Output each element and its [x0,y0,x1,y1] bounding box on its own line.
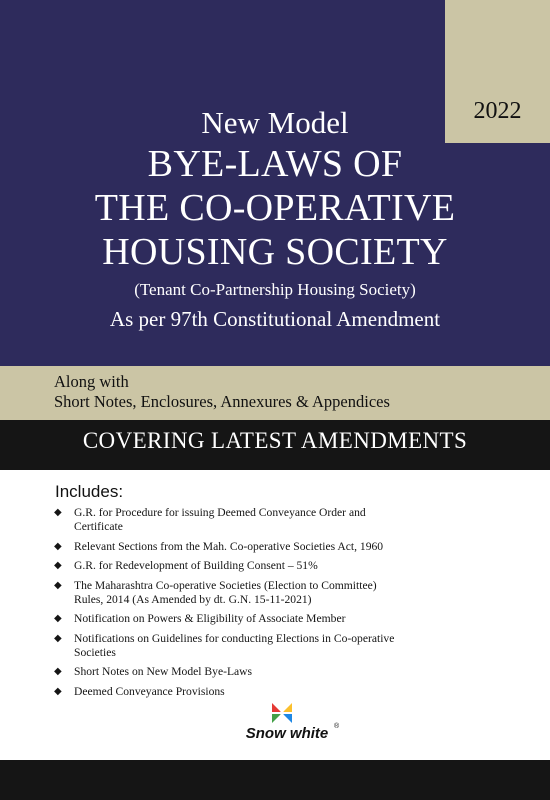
diamond-bullet-icon: ◆ [54,507,62,518]
includes-item [54,685,484,699]
includes-item [54,665,484,679]
registered-mark: ® [334,723,340,730]
diamond-bullet-icon: ◆ [54,579,62,591]
diamond-bullet-icon: ◆ [54,560,62,571]
includes-item [54,559,484,573]
includes-heading: Includes: [55,482,124,501]
logo-petal-green [272,714,281,723]
publisher-name: Snow white [245,725,329,742]
diamond-bullet-icon: ◆ [54,613,62,624]
edition-year: 2022 [473,98,522,124]
includes-item [54,612,484,626]
along-with-line-2: Short Notes, Enclosures, Annexures & Appendices [54,392,390,411]
includes-list [54,506,484,704]
title-line-3: HOUSING SOCIETY [102,231,448,273]
includes-item-line: Short Notes on New Model Bye-Laws [74,665,253,678]
includes-item [54,579,484,607]
includes-item-line: Notifications on Guidelines for conducting Elections in Co-operative [74,631,395,645]
title-lead: New Model [201,105,349,140]
covering-heading: COVERING LATEST AMENDMENTS [82,428,468,453]
includes-item [54,540,484,554]
publisher-logo [232,702,342,748]
logo-petal-yellow [283,703,292,712]
title-line-1: BYE-LAWS OF [147,143,403,185]
includes-item-line: Relevant Sections from the Mah. Co-operative Societies Act, 1960 [74,539,384,553]
logo-petal-blue [283,714,292,723]
subtitle: (Tenant Co-Partnership Housing Society) [134,280,416,299]
includes-item-line: Deemed Conveyance Provisions [74,684,225,698]
diamond-bullet-icon: ◆ [54,685,62,697]
along-with-text [54,372,390,412]
diamond-bullet-icon: ◆ [54,666,62,677]
title-line-2: THE CO-OPERATIVE [94,187,456,229]
logo-petal-red [272,703,281,712]
includes-item-line: Societies [74,645,116,659]
amendment-line: As per 97th Constitutional Amendment [109,307,441,331]
includes-item-line: The Maharashtra Co-operative Societies (Election to Committee) [74,578,377,592]
includes-item-line: Notification on Powers & Eligibility of Associate Member [74,612,346,625]
title-block [0,104,550,334]
diamond-bullet-icon: ◆ [54,632,62,644]
diamond-bullet-icon: ◆ [54,540,62,552]
includes-item-line: G.R. for Redevelopment of Building Consent – 51% [74,559,318,572]
cover-bottom-bar [0,760,550,800]
includes-item [54,632,484,660]
snowflake-logo-icon [270,702,294,724]
includes-item-line: G.R. for Procedure for issuing Deemed Conveyance Order and [74,506,366,519]
includes-item-line: Rules, 2014 (As Amended by dt. G.N. 15-11-2021) [74,592,312,606]
includes-item-line: Certificate [74,520,123,533]
along-with-line-1: Along with [54,372,129,391]
includes-item [54,506,484,534]
